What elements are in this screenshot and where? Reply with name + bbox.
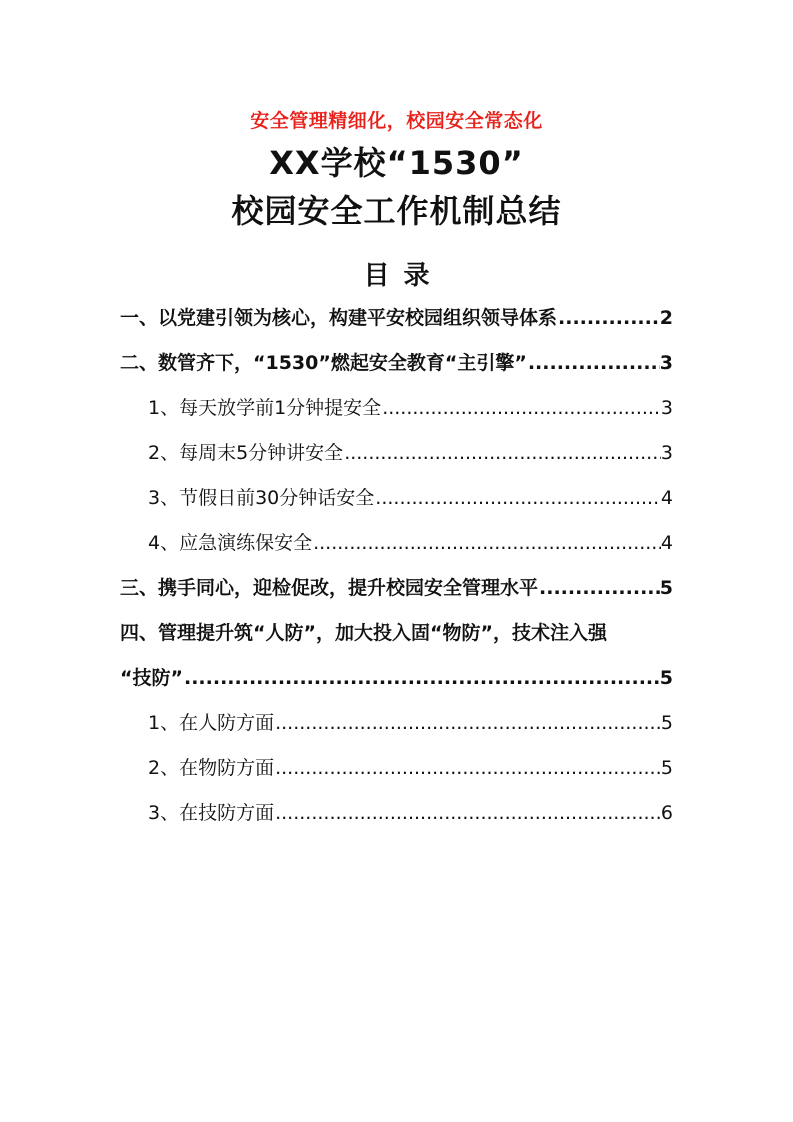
toc-dot-leader (343, 431, 661, 476)
toc-dot-leader (312, 521, 661, 566)
toc-entry[interactable] (120, 656, 673, 701)
toc-page-number: 5 (659, 667, 673, 689)
toc-page-number: 5 (660, 757, 673, 779)
toc-page-number: 5 (659, 577, 673, 599)
toc-dot-leader (274, 746, 661, 791)
toc-page-number: 3 (660, 397, 673, 419)
document-title-line-2: 校园安全工作机制总结 (231, 192, 562, 230)
toc-dot-leader (527, 341, 660, 386)
toc-entry[interactable] (120, 341, 673, 386)
table-of-contents (120, 296, 673, 836)
toc-page-number: 3 (660, 442, 673, 464)
toc-dot-leader (557, 296, 660, 341)
toc-page-number: 5 (660, 712, 673, 734)
toc-entry-label: 1、在人防方面 (148, 712, 275, 734)
toc-page-number: 2 (659, 307, 673, 329)
toc-entry[interactable] (120, 296, 673, 341)
toc-entry-label: 2、在物防方面 (148, 757, 275, 779)
toc-dot-leader (274, 701, 661, 746)
toc-heading: 目录 (363, 261, 444, 291)
toc-dot-leader (381, 386, 661, 431)
toc-page-number: 4 (660, 487, 673, 509)
toc-entry[interactable] (120, 791, 673, 836)
toc-dot-leader (374, 476, 661, 521)
toc-page-number: 6 (660, 802, 673, 824)
toc-dot-leader (274, 791, 661, 836)
toc-entry[interactable] (120, 566, 673, 611)
toc-entry-label: 一、以党建引领为核心，构建平安校园组织领导体系 (120, 307, 558, 329)
toc-dot-leader (183, 656, 660, 701)
toc-entry-label: 2、每周末5分钟讲安全 (148, 442, 344, 464)
toc-entry[interactable] (120, 746, 673, 791)
toc-page-number: 4 (660, 532, 673, 554)
toc-entry-wrapped-line[interactable] (120, 611, 673, 656)
toc-dot-leader (538, 566, 660, 611)
toc-entry-label: 3、在技防方面 (148, 802, 275, 824)
toc-entry[interactable] (120, 476, 673, 521)
toc-entry[interactable] (120, 701, 673, 746)
toc-entry-label: 三、携手同心，迎检促改，提升校园安全管理水平 (120, 577, 539, 599)
toc-entry-label: “技防” (120, 667, 183, 689)
toc-entry[interactable] (120, 431, 673, 476)
toc-entry[interactable] (120, 386, 673, 431)
toc-entry-label: 二、数管齐下，“1530”燃起安全教育“主引擎” (120, 352, 527, 374)
toc-page-number: 3 (659, 352, 673, 374)
toc-entry-label: 4、应急演练保安全 (148, 532, 313, 554)
toc-entry-label: 3、节假日前30分钟话安全 (148, 487, 375, 509)
document-title-line-1: XX学校“1530” (269, 144, 524, 182)
toc-entry[interactable] (120, 521, 673, 566)
document-subtitle: 安全管理精细化，校园安全常态化 (250, 110, 543, 132)
toc-entry-label: 1、每天放学前1分钟提安全 (148, 397, 382, 419)
toc-entry-label-line-1: 四、管理提升筑“人防”，加大投入固“物防”，技术注入强 (120, 622, 607, 644)
